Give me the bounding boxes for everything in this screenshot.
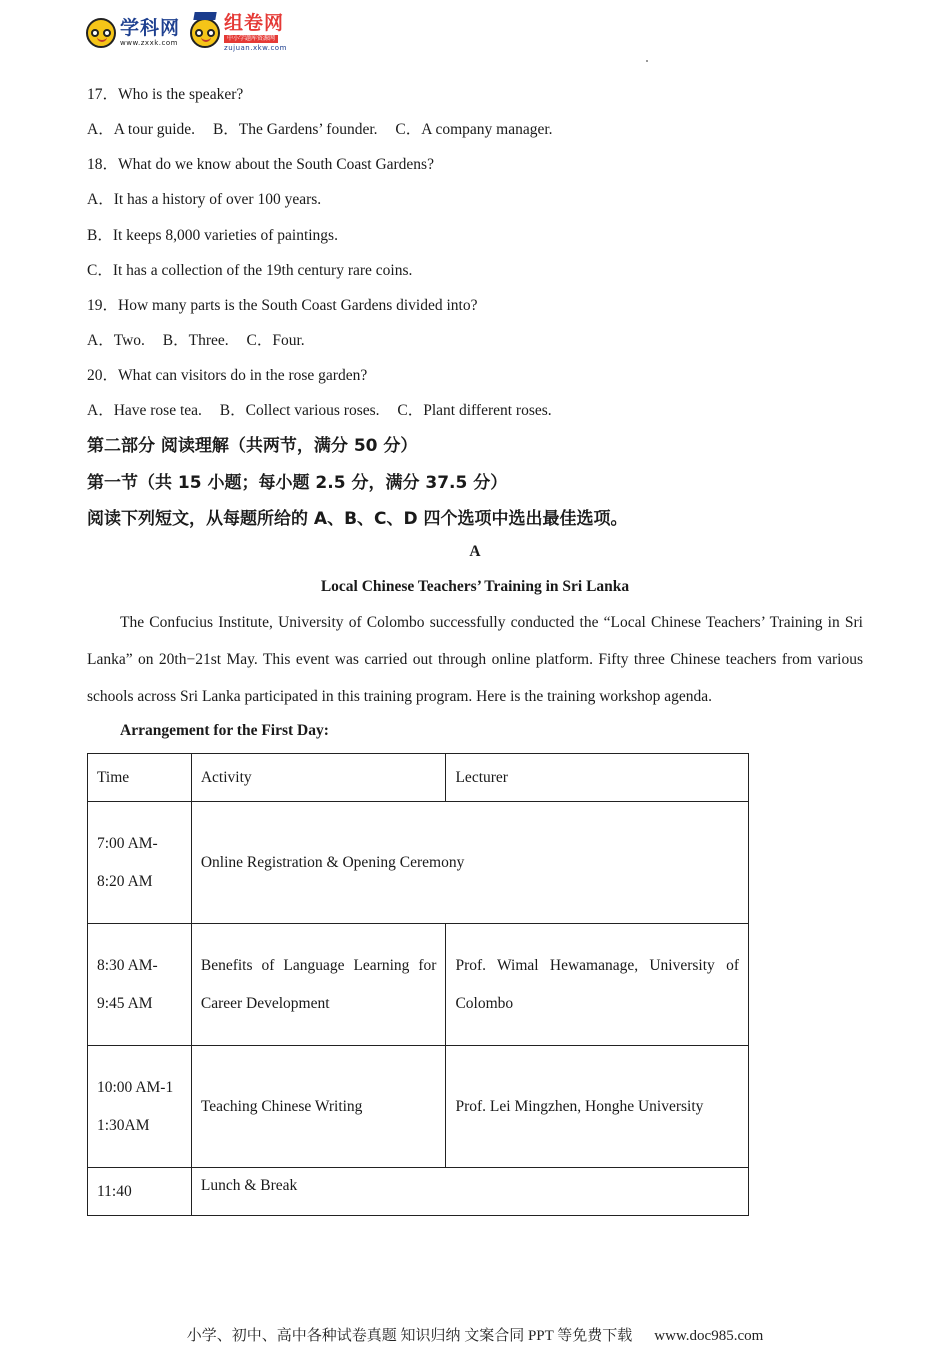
- option-b[interactable]: B．The Gardens’ founder.: [212, 121, 378, 138]
- part2-title: 第二部分 阅读理解（共两节，满分 50 分）: [87, 436, 418, 456]
- option-a[interactable]: A．It has a history of over 100 years.: [87, 191, 322, 208]
- row-lecturer: Prof. Wimal Hewamanage, University of Colombo: [446, 924, 749, 1046]
- table-header-row: [88, 754, 749, 802]
- agenda-table: [87, 753, 749, 1216]
- option-b[interactable]: B．Three.: [162, 332, 229, 349]
- row-time: 11:40: [88, 1168, 192, 1216]
- passage-label: A: [469, 543, 481, 560]
- table-row: [88, 924, 749, 1046]
- option-c[interactable]: C．A company manager.: [395, 121, 553, 138]
- passage-paragraph: The Confucius Institute, University of Colombo successfully conducted the “Local Chinese Teachers’ Training in Sri Lanka” on 20th−21st May. This event was carried out through online platform. Fifty three Chinese teachers from various schools across Sri Lanka participated in this training program. Here is the training workshop agenda.: [87, 614, 863, 705]
- header-logos: [86, 12, 297, 54]
- option-c[interactable]: C．Four.: [246, 332, 305, 349]
- passage-title: Local Chinese Teachers’ Training in Sri Lanka: [320, 578, 630, 595]
- option-b[interactable]: B．Collect various roses.: [219, 402, 380, 419]
- zxxk-logo[interactable]: [86, 18, 180, 48]
- row-time: 8:30 AM-9:45 AM: [88, 924, 192, 1046]
- row-activity: Lunch & Break: [191, 1168, 748, 1216]
- decorative-dot: [646, 60, 648, 62]
- row-activity: Online Registration & Opening Ceremony: [191, 802, 748, 924]
- option-a[interactable]: A．Have rose tea.: [87, 402, 202, 419]
- row-lecturer: Prof. Lei Mingzhen, Honghe University: [446, 1046, 749, 1168]
- logo-title: 组卷网: [224, 12, 285, 34]
- option-c[interactable]: C．Plant different roses.: [397, 402, 552, 419]
- graduate-face-icon: [190, 18, 220, 48]
- header-lecturer: Lecturer: [446, 754, 749, 802]
- question-17-options: [87, 117, 553, 139]
- logo-url: www.zxxk.com: [120, 39, 178, 47]
- logo-title: 学科网: [120, 17, 181, 39]
- logo-badge: 中小学题库资源网: [224, 35, 278, 43]
- header-time: Time: [88, 754, 192, 802]
- option-c[interactable]: C．It has a collection of the 19th century rare coins.: [87, 262, 413, 279]
- question-20-stem: 20．What can visitors do in the rose garden?: [87, 367, 368, 384]
- logo-url: zujuan.xkw.com: [224, 44, 287, 52]
- table-row: [88, 802, 749, 924]
- row-time: 7:00 AM-8:20 AM: [88, 802, 192, 924]
- question-19-stem: 19．How many parts is the South Coast Gardens divided into?: [87, 297, 478, 314]
- smiley-face-icon: [86, 18, 116, 48]
- row-activity: Teaching Chinese Writing: [191, 1046, 446, 1168]
- agenda-subtitle: Arrangement for the First Day:: [120, 722, 329, 739]
- option-a[interactable]: A．Two.: [87, 332, 145, 349]
- option-a[interactable]: A．A tour guide.: [87, 121, 196, 138]
- question-19-options: [87, 328, 305, 350]
- option-b[interactable]: B．It keeps 8,000 varieties of paintings.: [87, 227, 338, 244]
- table-row: [88, 1168, 749, 1216]
- section1-title: 第一节（共 15 小题；每小题 2.5 分，满分 37.5 分）: [87, 473, 508, 493]
- header-activity: Activity: [191, 754, 446, 802]
- question-18-stem: 18．What do we know about the South Coast Gardens?: [87, 156, 434, 173]
- footer-text: 小学、初中、高中各种试卷真题 知识归纳 文案合同 PPT 等免费下载: [186, 1328, 633, 1344]
- zujuan-logo[interactable]: [190, 14, 287, 52]
- footer-url[interactable]: www.doc985.com: [654, 1328, 764, 1344]
- footer: [0, 1324, 950, 1345]
- row-activity: Benefits of Language Learning for Career Development: [191, 924, 446, 1046]
- question-20-options: [87, 398, 552, 420]
- row-time: 10:00 AM-11:30AM: [88, 1046, 192, 1168]
- reading-instruction: 阅读下列短文，从每题所给的 A、B、C、D 四个选项中选出最佳选项。: [87, 509, 628, 529]
- question-17-stem: 17．Who is the speaker?: [87, 86, 244, 103]
- table-row: [88, 1046, 749, 1168]
